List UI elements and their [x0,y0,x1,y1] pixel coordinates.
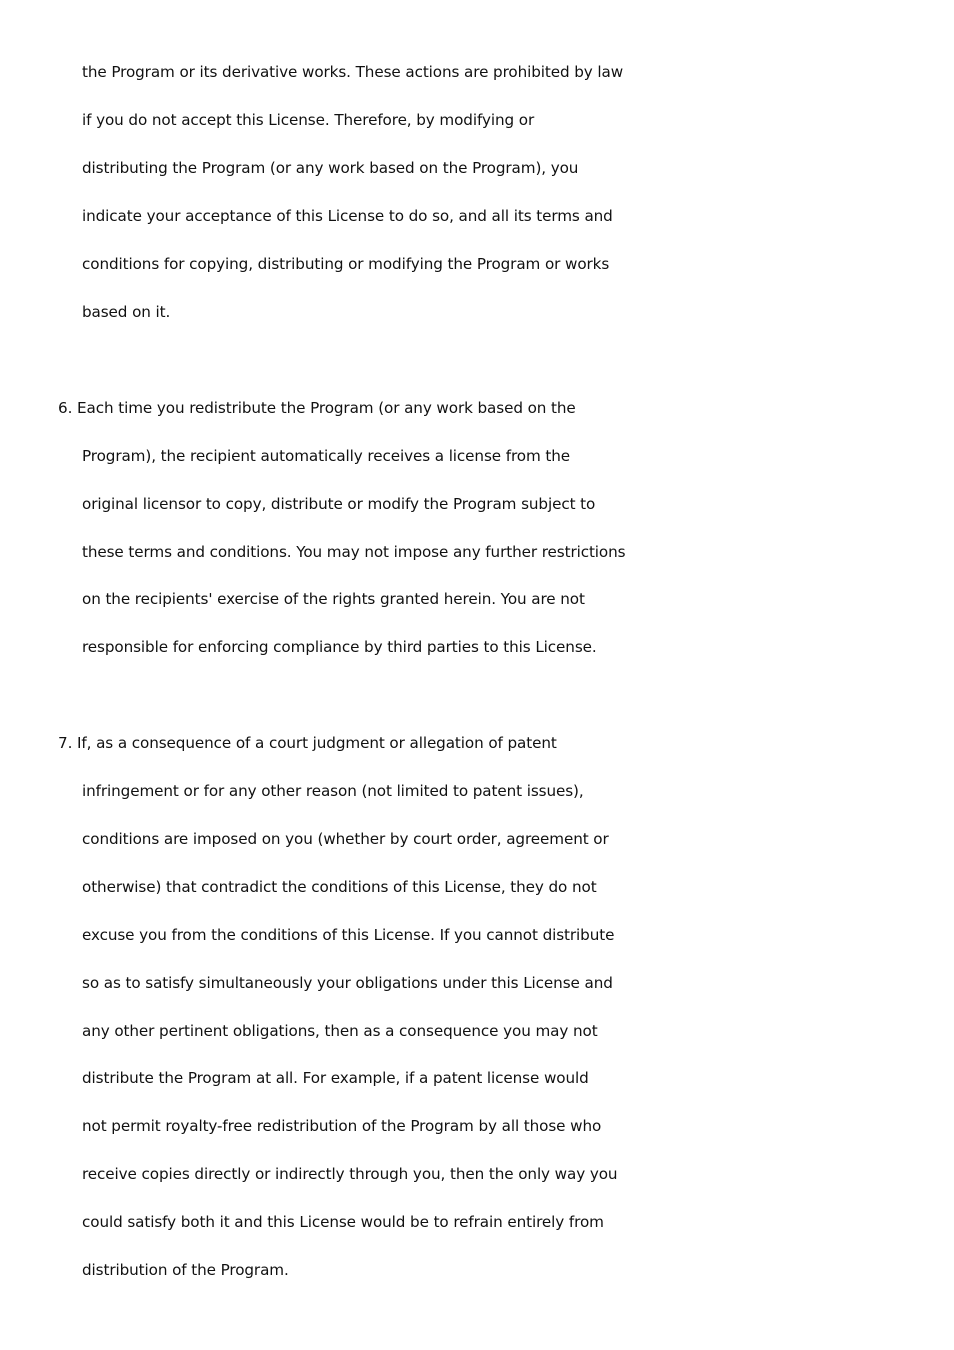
text-line: if you do not accept this License. Therefore, by modifying or [82,111,535,129]
text-line: Program), the recipient automatically receives a license from the [82,447,571,465]
text-line: receive copies directly or indirectly through you, then the only way you [82,1165,618,1183]
text-line: 6. Each time you redistribute the Program (or any work based on the [58,399,576,417]
text-line: not permit royalty-free redistribution of the Program by all those who [82,1117,602,1135]
text-line: the Program or its derivative works. These actions are prohibited by law [82,63,624,81]
text-line: could satisfy both it and this License would be to refrain entirely from [82,1213,604,1231]
text-line: 7. If, as a consequence of a court judgment or allegation of patent [58,734,557,752]
text-line: distribute the Program at all. For example, if a patent license would [82,1069,589,1087]
text-line: so as to satisfy simultaneously your obligations under this License and [82,974,613,992]
text-line: any other pertinent obligations, then as a consequence you may not [82,1022,598,1040]
text-line: otherwise) that contradict the conditions of this License, they do not [82,878,597,896]
text-line: excuse you from the conditions of this License. If you cannot distribute [82,926,615,944]
text-line: conditions for copying, distributing or modifying the Program or works [82,255,610,273]
text-line: infringement or for any other reason (not limited to patent issues), [82,782,584,800]
text-line: these terms and conditions. You may not impose any further restrictions [82,543,626,561]
text-line: on the recipients' exercise of the rights granted herein. You are not [82,590,585,608]
text-line: distributing the Program (or any work based on the Program), you [82,159,579,177]
text-line: original licensor to copy, distribute or modify the Program subject to [82,495,596,513]
text-line: responsible for enforcing compliance by third parties to this License. [82,638,597,656]
text-line: indicate your acceptance of this License to do so, and all its terms and [82,207,613,225]
text-line: distribution of the Program. [82,1261,289,1279]
text-line: conditions are imposed on you (whether by court order, agreement or [82,830,609,848]
text-line: based on it. [82,303,171,321]
